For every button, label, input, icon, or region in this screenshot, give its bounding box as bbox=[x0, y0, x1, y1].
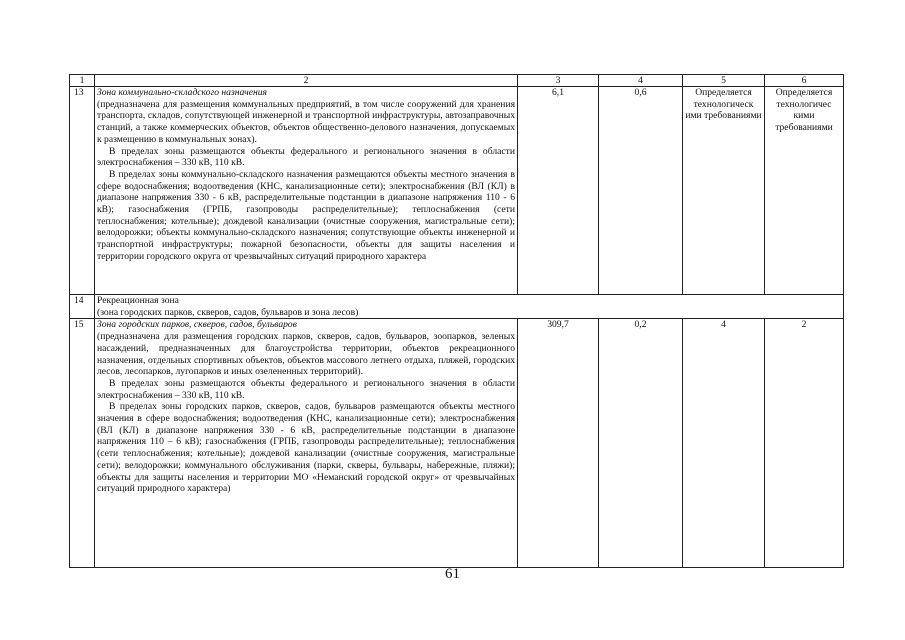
cell-c5: 4 bbox=[683, 319, 765, 568]
table-header-row bbox=[70, 75, 844, 87]
header-cell: 4 bbox=[599, 75, 683, 87]
row-number: 13 bbox=[70, 87, 95, 295]
zone-title: Зона коммунально-складского назначения bbox=[97, 87, 267, 98]
zone-description bbox=[95, 319, 518, 568]
zone-paragraph: В пределах зоны размещаются объекты федерального и регионального значения в области электроснабжения – 330 кВ, 110 кВ. bbox=[97, 377, 515, 401]
header-cell: 3 bbox=[518, 75, 599, 87]
cell-c3: 6,1 bbox=[518, 87, 599, 295]
table-row bbox=[70, 87, 844, 295]
cell-c3: 309,7 bbox=[518, 319, 599, 568]
header-cell: 5 bbox=[683, 75, 765, 87]
zones-table bbox=[69, 74, 844, 568]
table-row bbox=[70, 319, 844, 568]
header-cell: 1 bbox=[70, 75, 95, 87]
header-cell: 2 bbox=[95, 75, 518, 87]
cell-c6: Определяется технологичес кими требованиями bbox=[765, 87, 844, 295]
zone-paragraph: (зона городских парков, скверов, садов, бульваров и зона лесов) bbox=[97, 306, 359, 318]
header-cell: 6 bbox=[765, 75, 844, 87]
cell-c4: 0,2 bbox=[599, 319, 683, 568]
zone-title: Рекреационная зона bbox=[97, 295, 179, 306]
zone-paragraph: (предназначена для размещения коммунальных предприятий, в том числе сооружений для хранения транспорта, складов, сопутствующей инженерной и транспортной инфраструктуры, автозаправочных станций, а также коммерческих объектов, объектов общественно-делового назначения, допускаемых к размещению в коммунальных зонах). bbox=[97, 98, 515, 145]
row-number: 14 bbox=[70, 295, 95, 319]
cell-c6: 2 bbox=[765, 319, 844, 568]
table-row bbox=[70, 295, 844, 319]
row-number: 15 bbox=[70, 319, 95, 568]
zone-description bbox=[95, 87, 518, 295]
zone-title: Зона городских парков, скверов, садов, бульваров bbox=[97, 319, 297, 331]
zone-description bbox=[95, 295, 844, 319]
zone-paragraph: (предназначена для размещения городских парков, скверов, садов, бульваров, зоопарков, зеленых насаждений, предназначенных для благоустройства территории, объектов рекреационного назначения, отдельных спортивных объектов, объектов массового летнего отдыха, пляжей, городских лесов, лесопарков, лугопарков и иных озелененных территорий). bbox=[97, 331, 515, 378]
cell-c5: Определяется технологическ ими требованиями bbox=[683, 87, 765, 295]
page-number: 61 bbox=[445, 566, 460, 582]
zone-paragraph: В пределах зоны коммунально-складского назначения размещаются объекты местного значения в сфере водоснабжения; водоотведения (КНС, канализационные сети); электроснабжения (ВЛ (КЛ) в диапазоне напряжения 330 - 6 кВ, распределительные подстанции в диапазоне напряжения 110 - 6 кВ); газоснабжения (ГРПБ, газопроводы распределительные); теплоснабжения (сети теплоснабжения; котельные); дождевой канализации (очистные сооружения, магистральные сети); велодорожки; объекты коммунально-складского назначения; сопутствующие объекты инженерной и транспортной инфраструктуры; пожарной безопасности, объекты для защиты населения и территории городского округа от чрезвычайных ситуаций природного характера bbox=[97, 168, 515, 262]
zone-paragraph: В пределах зоны городских парков, скверов, садов, бульваров размещаются объекты местного значения в сфере водоснабжения; водоотведения (КНС, канализационные сети); электроснабжения (ВЛ (КЛ) в диапазоне напряжения 330 - 6 кВ, распределительные подстанции в диапазоне напряжения 110 – 6 кВ); газоснабжения (ГРПБ, газопроводы распределительные); теплоснабжения (сети теплоснабжения; котельные); дождевой канализации (очистные сооружения, магистральные сети); велодорожки; коммунального обслуживания (парки, скверы, бульвары, набережные, пляжи); объекты для защиты населения и территории МО «Неманский городской округ» от чрезвычайных ситуаций природного характера) bbox=[97, 401, 515, 495]
zone-paragraph: В пределах зоны размещаются объекты федерального и регионального значения в области электроснабжения – 330 кВ, 110 кВ. bbox=[97, 145, 515, 169]
cell-c4: 0,6 bbox=[599, 87, 683, 295]
